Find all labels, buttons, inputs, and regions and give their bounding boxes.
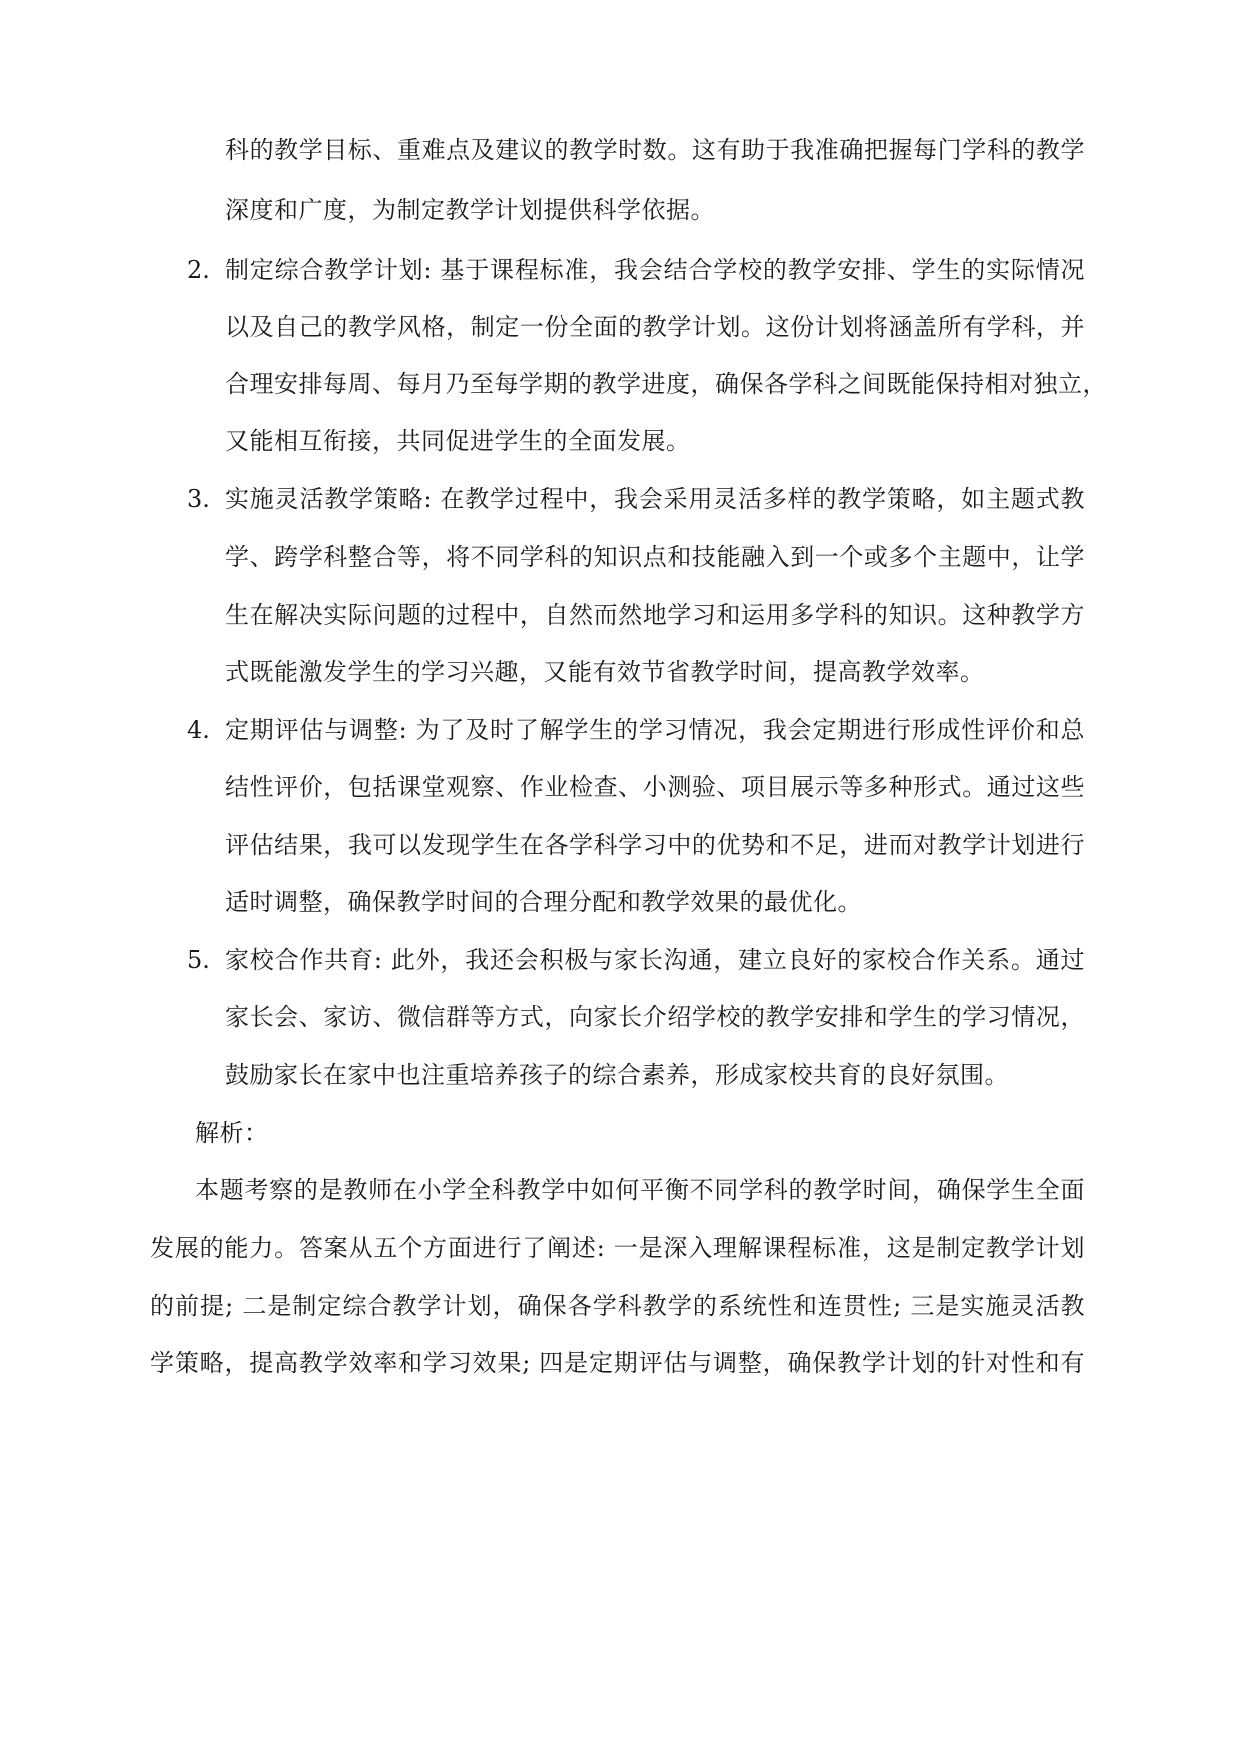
list-item-5-line-2: 家长会、家访、微信群等方式，向家长介绍学校的教学安排和学生的学习情况，	[225, 1003, 1085, 1031]
list-number-4: 4.	[187, 716, 210, 744]
list-item-2-line-2: 以及自己的教学风格，制定一份全面的教学计划。这份计划将涵盖所有学科，并	[225, 313, 1085, 341]
analysis-line-1: 本题考察的是教师在小学全科教学中如何平衡不同学科的教学时间，确保学生全面	[195, 1176, 1085, 1204]
list-item-2-line-4: 又能相互衔接，共同促进学生的全面发展。	[225, 427, 691, 455]
list-item-2-line-3: 合理安排每周、每月乃至每学期的教学进度，确保各学科之间既能保持相对独立，	[225, 370, 1107, 398]
analysis-line-2: 发展的能力。答案从五个方面进行了阐述: 一是深入理解课程标准，这是制定教学计划	[150, 1234, 1085, 1262]
list-item-2-line-1: 制定综合教学计划: 基于课程标准，我会结合学校的教学安排、学生的实际情况	[225, 256, 1085, 284]
analysis-heading: 解析：	[195, 1119, 269, 1147]
continuation-line-1: 科的教学目标、重难点及建议的教学时数。这有助于我准确把握每门学科的教学	[225, 136, 1085, 164]
list-item-3-line-4: 式既能激发学生的学习兴趣，又能有效节省教学时间，提高教学效率。	[225, 658, 985, 686]
list-item-3-line-1: 实施灵活教学策略: 在教学过程中，我会采用灵活多样的教学策略，如主题式教	[225, 485, 1085, 513]
list-item-3-line-3: 生在解决实际问题的过程中，自然而然地学习和运用多学科的知识。这种教学方	[225, 601, 1085, 629]
list-number-5: 5.	[187, 946, 210, 974]
list-item-4-line-1: 定期评估与调整: 为了及时了解学生的学习情况，我会定期进行形成性评价和总	[225, 716, 1085, 744]
analysis-line-3: 的前提; 二是制定综合教学计划，确保各学科教学的系统性和连贯性; 三是实施灵活教	[150, 1292, 1085, 1320]
list-item-3-line-2: 学、跨学科整合等，将不同学科的知识点和技能融入到一个或多个主题中，让学	[225, 543, 1085, 571]
list-item-5-line-1: 家校合作共育: 此外，我还会积极与家长沟通，建立良好的家校合作关系。通过	[225, 946, 1085, 974]
list-item-5-line-3: 鼓励家长在家中也注重培养孩子的综合素养，形成家校共育的良好氛围。	[225, 1061, 1009, 1089]
continuation-line-2: 深度和广度，为制定教学计划提供科学依据。	[225, 196, 715, 224]
list-item-4-line-4: 适时调整，确保教学时间的合理分配和教学效果的最优化。	[225, 888, 862, 916]
list-number-2: 2.	[187, 256, 210, 284]
list-number-3: 3.	[187, 485, 210, 513]
list-item-4-line-2: 结性评价，包括课堂观察、作业检查、小测验、项目展示等多种形式。通过这些	[225, 773, 1085, 801]
list-item-4-line-3: 评估结果，我可以发现学生在各学科学习中的优势和不足，进而对教学计划进行	[225, 831, 1085, 859]
analysis-line-4: 学策略，提高教学效率和学习效果; 四是定期评估与调整，确保教学计划的针对性和有	[150, 1349, 1085, 1377]
